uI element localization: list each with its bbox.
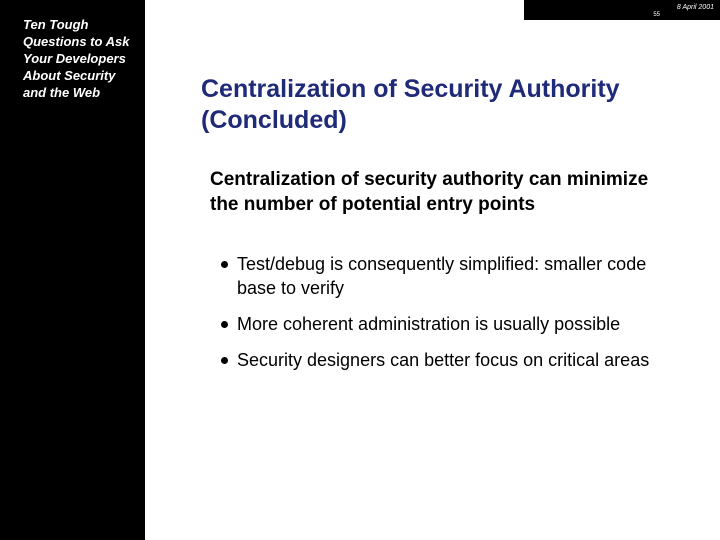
slide-header xyxy=(524,0,720,20)
bullet-dot-icon xyxy=(221,261,228,268)
slide-top-area xyxy=(145,0,524,20)
slide-date: 8 April 2001 xyxy=(676,4,714,11)
slide-title: Centralization of Security Authority (Concluded) xyxy=(201,75,620,134)
sidebar xyxy=(0,0,145,540)
slide-page-number: 55 xyxy=(653,12,660,18)
bullet-text: Test/debug is consequently simplified: smaller code base to verify xyxy=(237,254,647,298)
bullet-dot-icon xyxy=(221,321,228,328)
bullet-item xyxy=(212,252,682,300)
bullet-item xyxy=(212,348,682,372)
bullet-text: Security designers can better focus on critical areas xyxy=(237,350,650,370)
main-point: Centralization of security authority can minimize the number of potential entry points xyxy=(210,169,649,215)
bullet-item xyxy=(212,312,682,336)
bullet-text: More coherent administration is usually possible xyxy=(237,314,621,334)
bullet-list xyxy=(212,252,682,384)
bullet-dot-icon xyxy=(221,357,228,364)
presentation-title: Ten Tough Questions to Ask Your Developers About Security and the Web xyxy=(23,17,130,100)
